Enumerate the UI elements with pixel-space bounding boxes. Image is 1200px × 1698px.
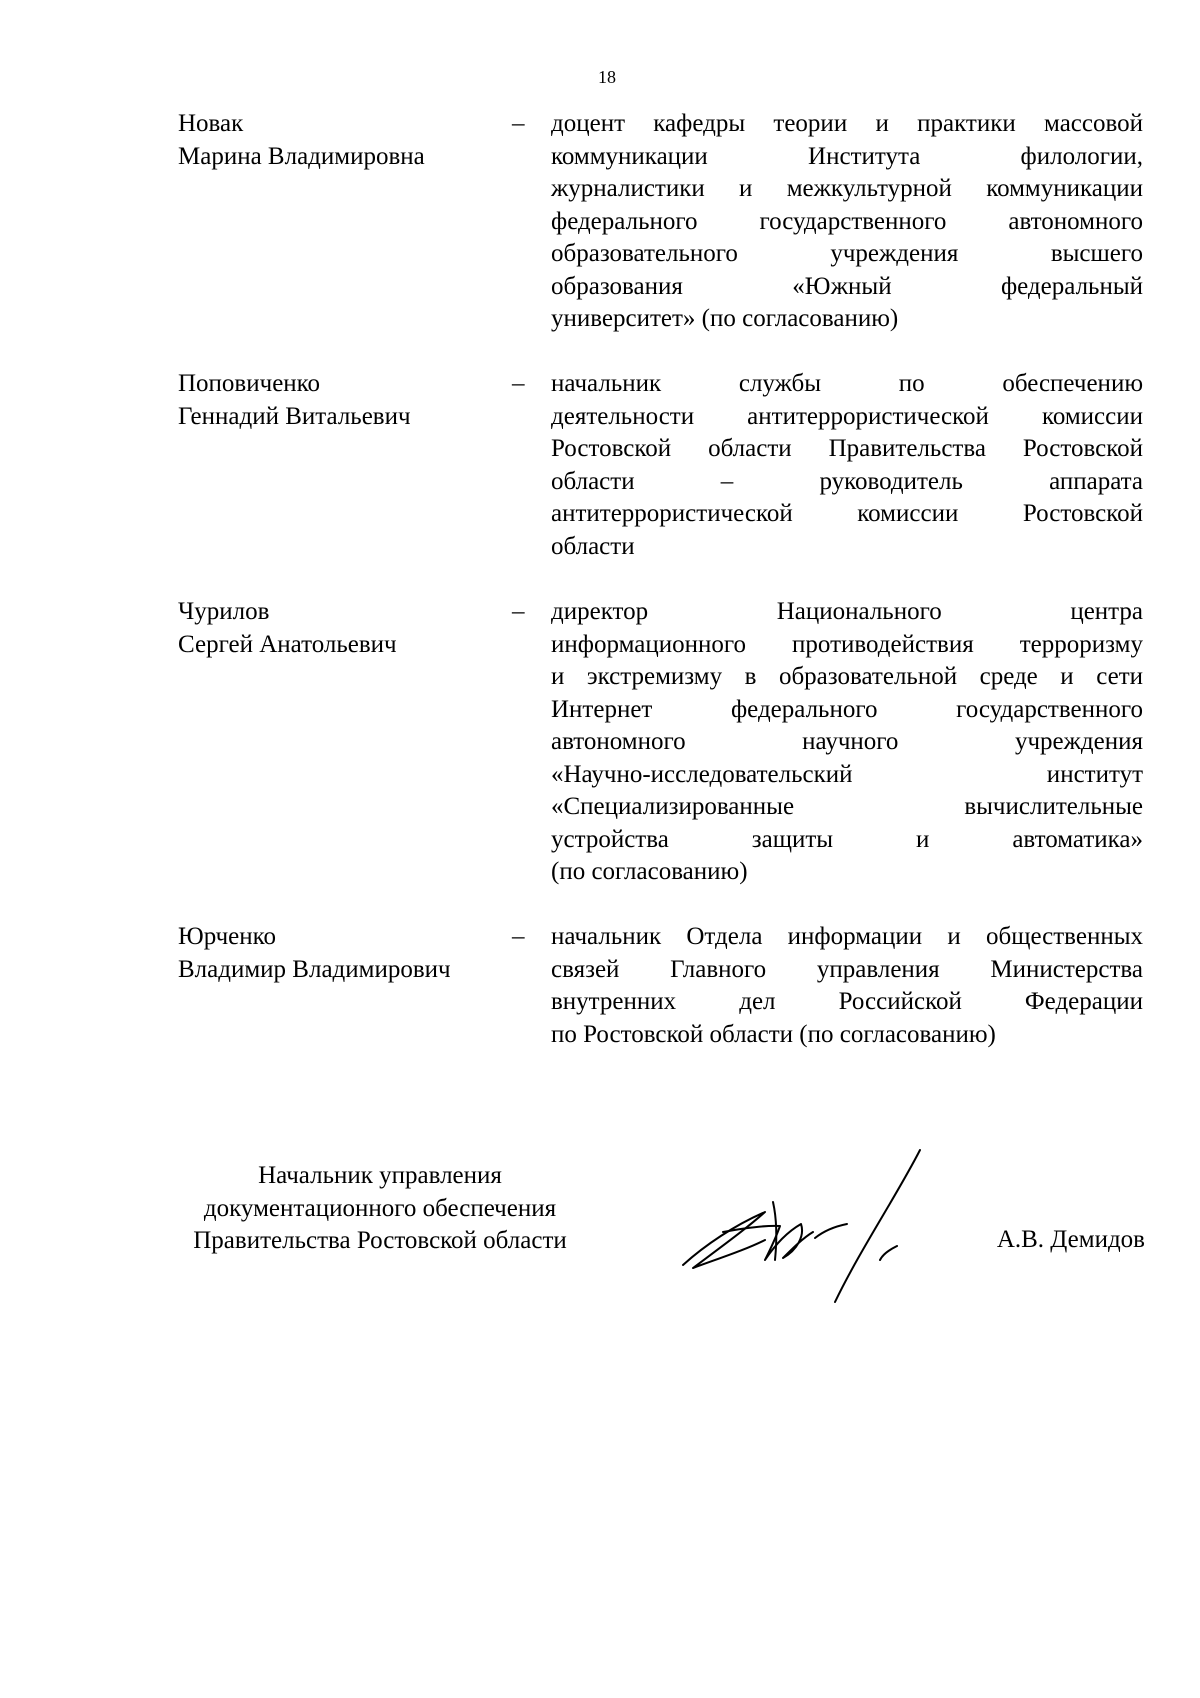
member-surname: Чурилов (178, 598, 270, 625)
signer-title-line: Правительства Ростовской области (193, 1227, 567, 1254)
position-line: начальник Отдела информации и общественных (551, 923, 1143, 950)
member-position (551, 108, 1143, 336)
position-line: области – руководитель аппарата (551, 467, 1143, 495)
position-line: «Специализированные вычислительные (551, 793, 1143, 820)
member-given-names: Геннадий Витальевич (178, 402, 411, 430)
position-line: «Научно-исследовательский институт (551, 760, 1143, 788)
position-line: автономного научного учреждения (551, 728, 1143, 755)
position-line: устройства защиты и автоматика» (551, 825, 1143, 853)
member-entry (0, 108, 1200, 368)
member-name (178, 921, 508, 986)
position-line: антитеррористической комиссии Ростовской (551, 500, 1143, 527)
signature-block (0, 1160, 1200, 1280)
member-entry (0, 921, 1200, 1051)
member-entry (0, 596, 1200, 921)
position-line: журналистики и межкультурной коммуникации (551, 175, 1143, 202)
member-surname: Новак (178, 110, 244, 137)
separator-dash: – (512, 923, 525, 950)
separator-dash: – (512, 110, 525, 137)
separator-dash: – (512, 370, 525, 397)
position-line: по Ростовской области (по согласованию) (551, 1020, 996, 1048)
member-surname: Юрченко (178, 923, 276, 950)
handwritten-signature (665, 1140, 955, 1310)
member-name (178, 368, 508, 433)
member-given-names: Сергей Анатольевич (178, 630, 397, 658)
position-line: Ростовской области Правительства Ростовской (551, 435, 1143, 462)
position-line: связей Главного управления Министерства (551, 955, 1143, 983)
separator-dash: – (512, 598, 525, 625)
position-line: Интернет федерального государственного (551, 695, 1143, 723)
signer-title (160, 1160, 600, 1258)
member-name (178, 596, 508, 661)
member-surname: Поповиченко (178, 370, 321, 397)
signer-title-line: документационного обеспечения (203, 1194, 557, 1222)
member-list (0, 108, 1200, 1051)
signer-name: А.В. Демидов (996, 1226, 1145, 1253)
member-given-names: Марина Владимировна (178, 142, 425, 170)
position-line: внутренних дел Российской Федерации (551, 988, 1143, 1015)
position-line: и экстремизму в образовательной среде и сети (551, 663, 1143, 690)
member-given-names: Владимир Владимирович (178, 955, 451, 983)
position-line: коммуникации Института филологии, (551, 142, 1143, 170)
position-line: области (551, 532, 635, 560)
member-name (178, 108, 508, 173)
position-line: федерального государственного автономного (551, 207, 1143, 235)
position-line: образования «Южный федеральный (551, 272, 1143, 300)
member-position (551, 596, 1143, 889)
signer-title-line: Начальник управления (258, 1162, 502, 1189)
position-line: университет» (по согласованию) (551, 305, 899, 332)
page-number: 18 (598, 67, 616, 87)
position-line: деятельности антитеррористической комиссии (551, 402, 1143, 430)
member-position (551, 368, 1143, 563)
position-line: директор Национального центра (551, 598, 1143, 625)
position-line: начальник службы по обеспечению (551, 370, 1143, 397)
member-entry (0, 368, 1200, 596)
position-line: информационного противодействия терроризму (551, 630, 1143, 658)
position-line: (по согласованию) (551, 858, 748, 885)
position-line: образовательного учреждения высшего (551, 240, 1143, 267)
member-position (551, 921, 1143, 1051)
position-line: доцент кафедры теории и практики массовой (551, 110, 1143, 137)
